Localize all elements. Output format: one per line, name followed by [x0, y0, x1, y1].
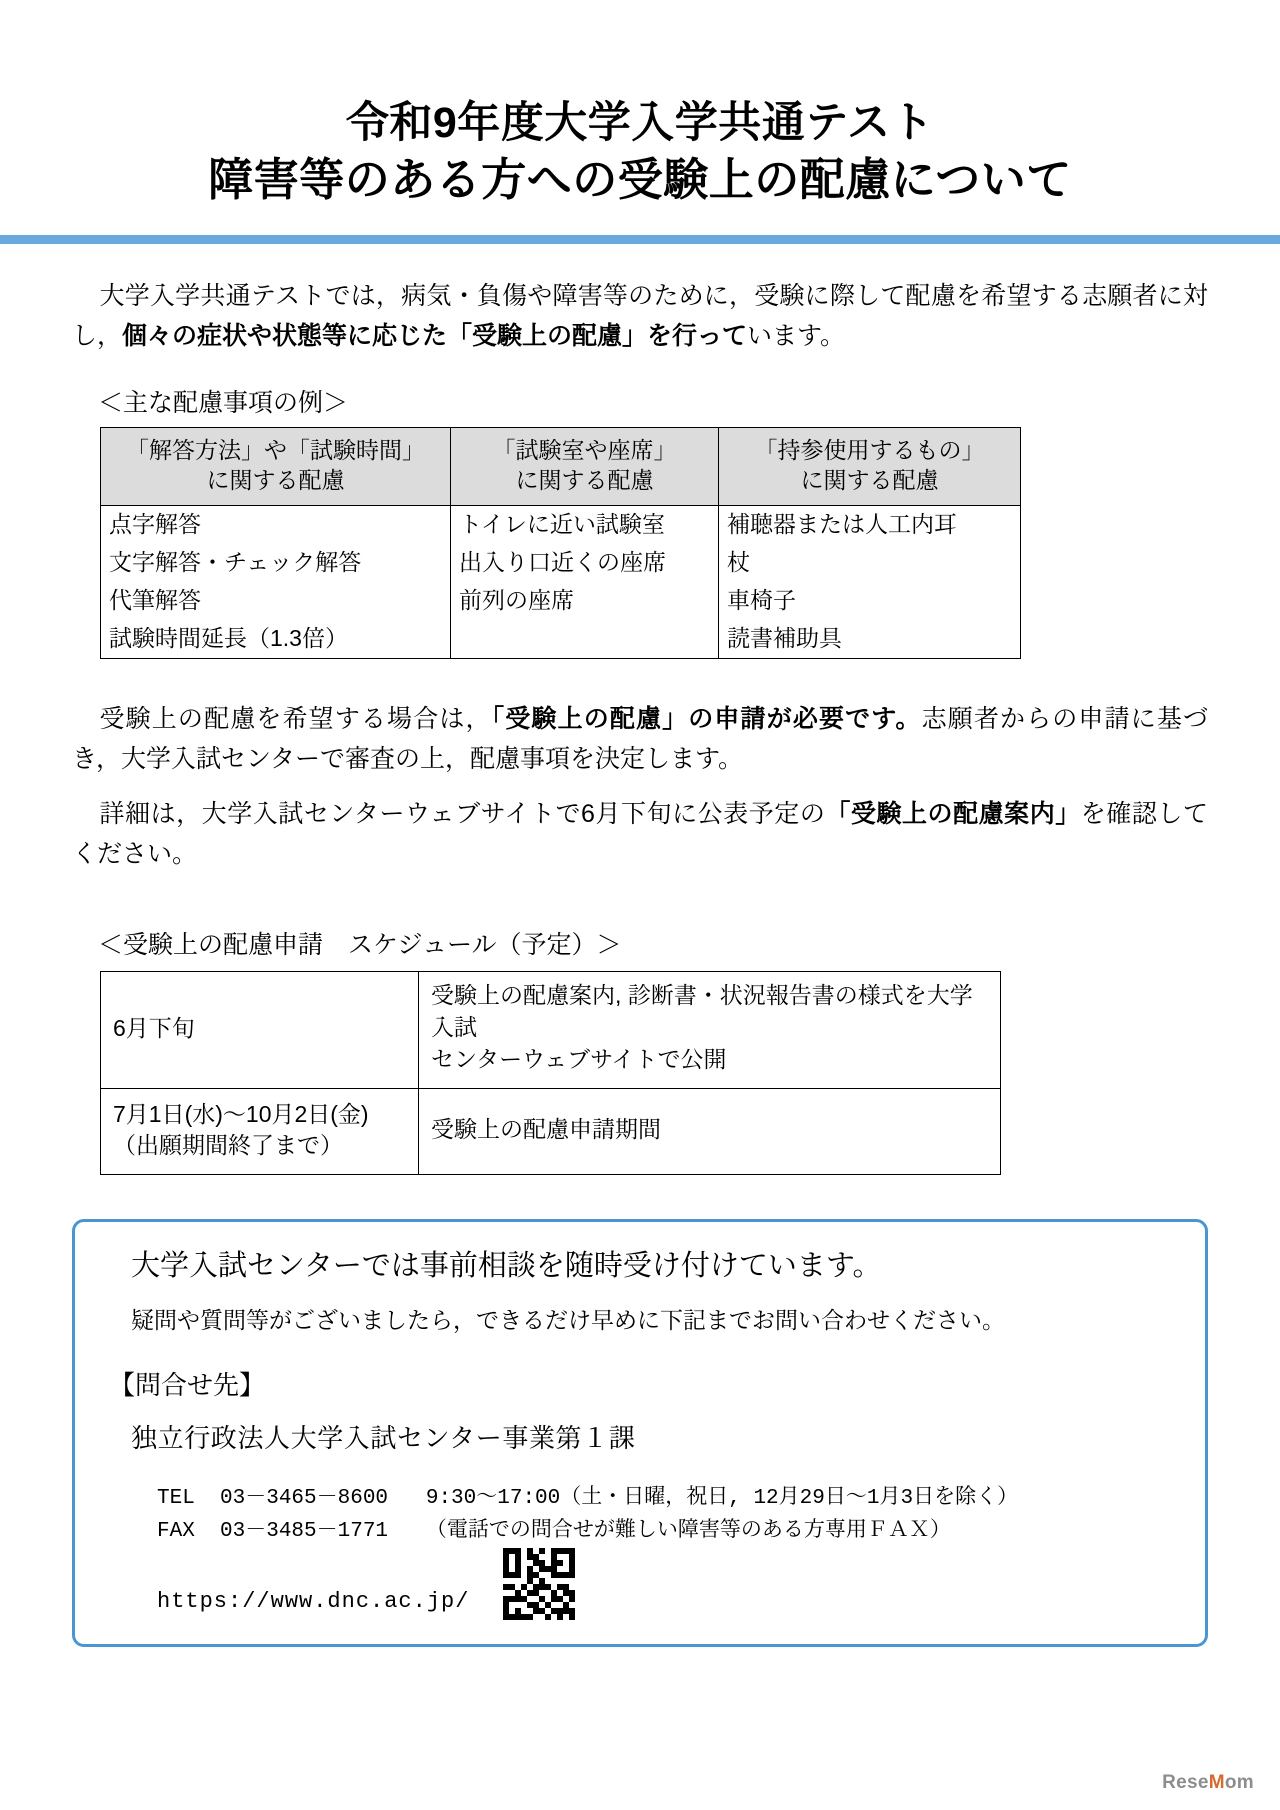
- details-text-part2: を確認してください。: [72, 799, 1208, 869]
- contact-organization: 独立行政法人大学入試センター事業第１課: [131, 1423, 636, 1454]
- intro-paragraph: [72, 276, 1208, 357]
- schedule-section-heading: ＜受験上の配慮申請 スケジュール（予定）＞: [98, 930, 622, 959]
- intro-text-part2: います。: [747, 322, 846, 351]
- schedule-what-2: 受験上の配慮申請期間: [419, 1088, 1001, 1174]
- details-text-part1: 詳細は，大学入試センターウェブサイトで6月下旬に公表予定の: [99, 799, 826, 828]
- list-item: トイレに近い試験室: [459, 511, 665, 538]
- schedule-when-line-1: 7月1日(水)〜10月2日(金): [113, 1100, 369, 1127]
- accommodation-section-heading: ＜主な配慮事項の例＞: [98, 388, 349, 417]
- column-header-line-2: に関する配慮: [515, 467, 654, 494]
- column-header-line-1: 「解答方法」や「試験時間」: [126, 437, 425, 464]
- list-item: 読書補助具: [727, 625, 842, 652]
- column-header-room-seat: [451, 428, 719, 506]
- list-item: 文字解答・チェック解答: [109, 549, 362, 576]
- application-text-part1: 受験上の配慮を希望する場合は，: [99, 704, 492, 733]
- contact-url[interactable]: https://www.dnc.ac.jp/: [157, 1588, 470, 1614]
- title-divider: [0, 235, 1280, 244]
- cell-brought-items: [719, 505, 1021, 658]
- list-item: 点字解答: [109, 511, 201, 538]
- accommodation-list-answer-method: [109, 506, 442, 658]
- table-row: [101, 505, 1021, 658]
- column-header-brought-items: [719, 428, 1021, 506]
- watermark-resemom: [1162, 1772, 1254, 1794]
- watermark-main: Rese: [1162, 1772, 1209, 1793]
- schedule-table: [100, 971, 1001, 1175]
- table-row: [101, 1088, 1001, 1174]
- list-item: 車椅子: [727, 587, 796, 614]
- accommodation-list-brought-items: [727, 506, 1012, 658]
- contact-box: [72, 1219, 1208, 1647]
- contact-tel-line: TEL 03－3465－8600 9:30〜17:00（土・日曜，祝日, 12月29日〜1月3日を除く）: [157, 1486, 1019, 1510]
- schedule-what-line-2: センターウェブサイトで公開: [431, 1045, 727, 1072]
- list-item: 杖: [727, 549, 750, 576]
- list-item: 試験時間延長（1.3倍）: [109, 625, 348, 652]
- contact-label: 【問合せ先】: [109, 1370, 266, 1401]
- title-line-2: 障害等のある方への受験上の配慮について: [208, 154, 1072, 206]
- list-item: 出入り口近くの座席: [459, 549, 666, 576]
- list-item: 代筆解答: [109, 587, 201, 614]
- application-text-bold: 「受験上の配慮」の申請が必要です。: [491, 704, 922, 733]
- table-row: [101, 972, 1001, 1088]
- schedule-when-line-2: （出願期間終了まで）: [113, 1132, 343, 1159]
- intro-text-part1: 大学入学共通テストでは，病気・負傷や障害等のために，受験に際して配慮を希望する志願者に対し，: [72, 281, 1208, 351]
- column-header-answer-method: [101, 428, 451, 506]
- cell-room-seat: [451, 505, 719, 658]
- details-paragraph: [72, 794, 1208, 875]
- list-item: 前列の座席: [459, 587, 574, 614]
- column-header-line-2: に関する配慮: [800, 467, 939, 494]
- schedule-when-2: [101, 1088, 419, 1174]
- contact-fax-line: FAX 03－3485－1771 （電話での問合せが難しい障害等のある方専用ＦＡＸ）: [157, 1520, 951, 1544]
- cell-answer-method: [101, 505, 451, 658]
- watermark-tail: om: [1224, 1772, 1254, 1793]
- application-paragraph: [72, 699, 1208, 780]
- accommodation-list-room-seat: [459, 506, 710, 620]
- application-text-part2: 志願者からの申請に基づき，大学入試センターで審査の上，配慮事項を決定します。: [72, 704, 1208, 774]
- column-header-line-1: 「持参使用するもの」: [754, 437, 985, 464]
- column-header-line-1: 「試験室や座席」: [492, 437, 677, 464]
- intro-text-bold: 個々の症状や状態等に応じた「受験上の配慮」を行って: [122, 322, 748, 351]
- table-header-row: [101, 428, 1021, 506]
- page-title: [0, 0, 1280, 209]
- details-text-bold: 「受験上の配慮案内」: [825, 799, 1081, 828]
- contact-heading: 大学入試センターでは事前相談を随時受け付けています。: [131, 1250, 882, 1283]
- accommodation-table: [100, 427, 1021, 659]
- contact-subtext: 疑問や質問等がございましたら，できるだけ早めに下記までお問い合わせください。: [131, 1307, 1005, 1334]
- schedule-what-1: [419, 972, 1001, 1088]
- list-item: 補聴器または人工内耳: [727, 511, 957, 538]
- column-header-line-2: に関する配慮: [206, 467, 345, 494]
- watermark-accent: M: [1208, 1772, 1225, 1793]
- schedule-what-line-1: 受験上の配慮案内, 診断書・状況報告書の様式を大学入試: [431, 982, 973, 1041]
- title-line-1: 令和9年度大学入学共通テスト: [345, 99, 935, 147]
- schedule-when-1: 6月下旬: [101, 972, 419, 1088]
- qr-code-icon: [503, 1548, 575, 1620]
